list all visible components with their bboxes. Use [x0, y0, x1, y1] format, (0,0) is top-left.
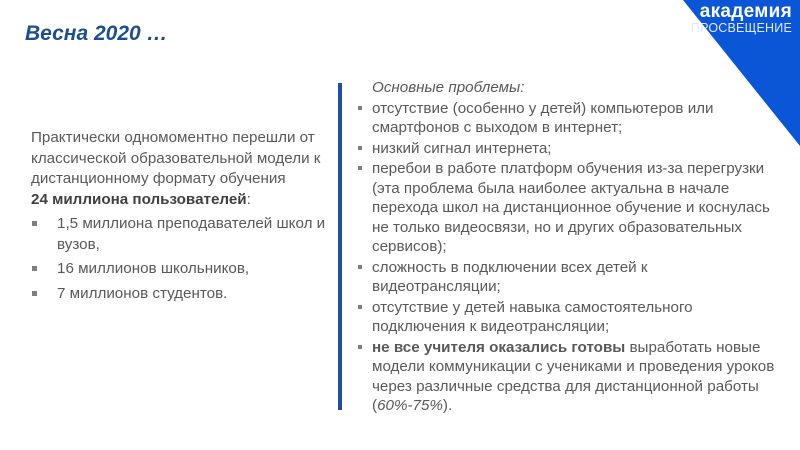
list-item	[31, 284, 331, 305]
percentage-range: 60%-75%	[377, 397, 443, 414]
teachers-highlight: не все учителя оказались готовы	[372, 338, 626, 356]
problems-list	[357, 99, 777, 416]
list-item-text: 7 миллионов студентов.	[57, 284, 228, 302]
users-highlight: 24 миллиона пользователей	[31, 190, 247, 208]
right-column	[357, 78, 777, 416]
left-column	[31, 128, 331, 304]
list-item-text: перебои в работе платформ обучения из-за перегрузки (эта проблема была наиболее актуальна в начале перехода школ на дистанционное обучение и коснулась не только видеосвязи, но и других образовательных сервисов);	[372, 160, 770, 255]
intro-sentence: Практически одномоментно перешли от классической образовательной модели к дистанционному формату обучения	[31, 129, 321, 187]
list-item-text: выработать новые модели коммуникации с учениками и проведения уроков через различные средства для дистанционной работы (	[372, 338, 775, 414]
list-item-text: 1,5 миллиона преподавателей школ и вузов,	[57, 215, 326, 253]
logo-sub-text: ПРОСВЕЩЕНИЕ	[690, 21, 792, 35]
list-item	[357, 159, 777, 257]
square-bullet-icon	[32, 266, 37, 271]
logo-main-text: академия	[699, 1, 792, 22]
academy-logo	[691, 2, 792, 35]
intro-text	[31, 128, 331, 210]
list-item	[357, 338, 777, 416]
list-item	[357, 298, 777, 337]
slide-title: Весна 2020 …	[25, 22, 168, 45]
square-bullet-icon	[358, 265, 362, 269]
list-item-text: отсутствие (особенно у детей) компьютеров или смартфонов с выходом в интернет;	[372, 99, 714, 136]
square-bullet-icon	[32, 291, 37, 296]
list-item-text: низкий сигнал интернета;	[372, 139, 552, 157]
vertical-divider	[338, 83, 342, 410]
list-item-end: ).	[442, 397, 453, 414]
list-item-text: 16 миллионов школьников,	[57, 260, 250, 277]
users-list	[31, 214, 331, 304]
list-item	[357, 99, 777, 138]
highlight-suffix: :	[246, 190, 251, 208]
list-item-text: сложность в подключении всех детей к видеотрансляции;	[372, 258, 648, 295]
list-item	[31, 259, 331, 280]
list-item-text: отсутствие у детей навыка самостоятельного подключения к видеотрансляции;	[372, 298, 693, 335]
list-item	[357, 139, 777, 159]
problems-heading: Основные проблемы:	[372, 79, 525, 96]
square-bullet-icon	[358, 106, 362, 110]
square-bullet-icon	[358, 345, 362, 349]
square-bullet-icon	[358, 305, 362, 309]
square-bullet-icon	[358, 166, 362, 170]
list-item	[31, 214, 331, 255]
list-item	[357, 258, 777, 297]
square-bullet-icon	[358, 146, 362, 150]
square-bullet-icon	[32, 221, 37, 226]
